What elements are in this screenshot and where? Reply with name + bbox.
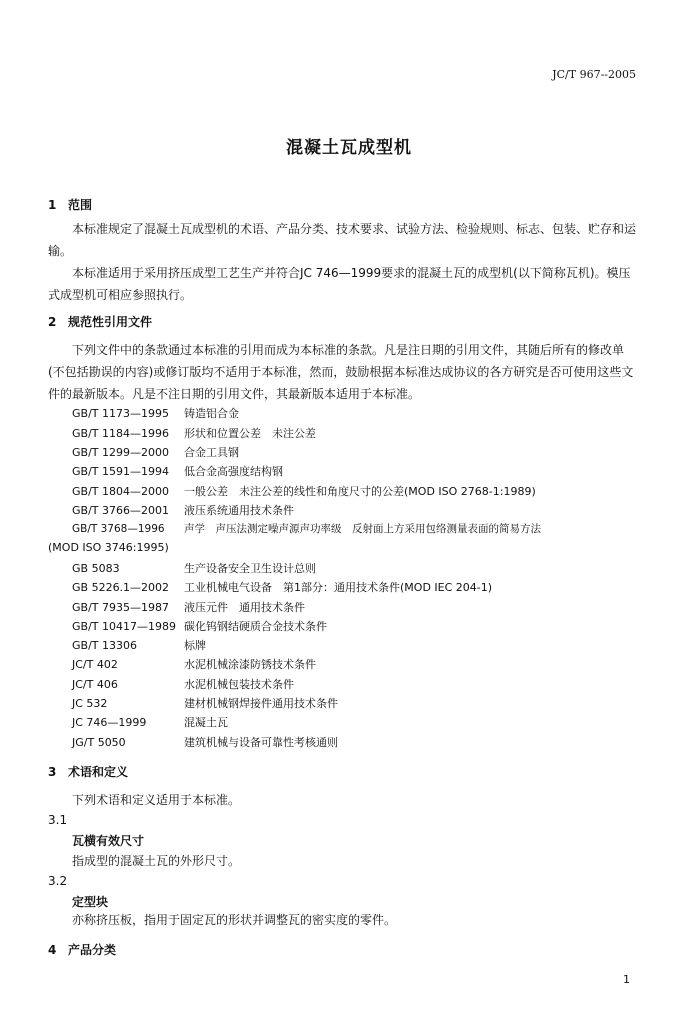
reference-item (72, 599, 305, 615)
reference-name: 一般公差 未注公差的线性和角度尺寸的公差(MOD ISO 2768-1:1989) (184, 485, 536, 498)
term-definition: 亦称挤压板，指用于固定瓦的形状并调整瓦的密实度的零件。 (72, 913, 397, 927)
reference-code: GB/T 1299—2000 (72, 446, 169, 459)
reference-name: 合金工具钢 (184, 446, 239, 459)
section-3-paragraph: 下列术语和定义适用于本标准。 (72, 793, 241, 807)
reference-name: 建材机械钢焊接件通用技术条件 (184, 697, 338, 710)
reference-item (72, 579, 492, 595)
reference-name: 标牌 (184, 639, 206, 652)
section-1-paragraph-1: 本标准规定了混凝土瓦成型机的术语、产品分类、技术要求、试验方法、检验规则、标志、包装、贮存和运输。 (48, 222, 637, 258)
reference-code: JC/T 406 (72, 678, 118, 691)
reference-continuation: (MOD ISO 3746:1995) (48, 541, 169, 554)
section-number: 4 (48, 943, 57, 957)
reference-name: 碳化钨钢结硬质合金技术条件 (184, 620, 327, 633)
clause-number: 3.2 (48, 874, 68, 888)
section-number: 3 (48, 765, 57, 779)
reference-code: GB/T 10417—1989 (72, 620, 176, 633)
reference-item (72, 405, 239, 421)
section-2-heading (48, 313, 152, 330)
reference-item (72, 521, 541, 536)
reference-name: 形状和位置公差 未注公差 (184, 427, 316, 440)
reference-code: GB/T 7935—1987 (72, 601, 169, 614)
reference-code: JC 532 (72, 697, 108, 710)
reference-item (72, 714, 228, 730)
section-number: 2 (48, 315, 57, 329)
reference-item (72, 618, 327, 634)
reference-code: GB/T 3766—2001 (72, 504, 169, 517)
reference-item (72, 656, 316, 672)
standard-number: JC/T 967--2005 (552, 68, 636, 81)
term-title: 定型块 (72, 895, 109, 909)
section-title: 规范性引用文件 (68, 315, 153, 329)
reference-code: GB/T 13306 (72, 639, 137, 652)
reference-name: 工业机械电气设备 第1部分：通用技术条件(MOD IEC 204-1) (184, 581, 493, 594)
document-title: 混凝土瓦成型机 (286, 138, 412, 158)
reference-item (72, 463, 283, 479)
reference-code: GB 5226.1—2002 (72, 581, 170, 594)
reference-name: 水泥机械包装技术条件 (184, 678, 294, 691)
reference-item (72, 483, 536, 499)
reference-name: 液压元件 通用技术条件 (184, 601, 305, 614)
reference-name: 低合金高强度结构钢 (184, 465, 283, 478)
page-number: 1 (623, 973, 630, 986)
reference-name: 声学 声压法测定噪声源声功率级 反射面上方采用包络测量表面的简易方法 (184, 523, 541, 535)
term-title: 瓦横有效尺寸 (72, 834, 145, 848)
reference-name: 铸造铝合金 (184, 407, 239, 420)
reference-name: 混凝土瓦 (184, 716, 228, 729)
section-title: 范围 (68, 198, 93, 212)
reference-code: JG/T 5050 (72, 736, 126, 749)
section-2-paragraph: 下列文件中的条款通过本标准的引用而成为本标准的条款。凡是注日期的引用文件，其随后所有的修改单(不包括勘误的内容)或修订版均不适用于本标准，然而，鼓励根据本标准达成协议的各方研究是否可使用这些文件的最新版本。凡是不注日期的引用文件，其最新版本适用于本标准。 (48, 343, 634, 401)
term-definition: 指成型的混凝土瓦的外形尺寸。 (72, 854, 241, 868)
section-number: 1 (48, 198, 57, 212)
reference-item (72, 734, 338, 750)
reference-code: GB/T 3768—1996 (72, 523, 165, 535)
section-3-heading (48, 763, 128, 780)
reference-name: 水泥机械涂漆防锈技术条件 (184, 658, 316, 671)
section-1-paragraph-2: 本标准适用于采用挤压成型工艺生产并符合JC 746—1999要求的混凝土瓦的成型机(以下简称瓦机)。模压式成型机可相应参照执行。 (48, 266, 631, 302)
reference-name: 液压系统通用技术条件 (184, 504, 294, 517)
reference-name: 生产设备安全卫生设计总则 (184, 562, 316, 575)
reference-code: JC 746—1999 (72, 716, 147, 729)
reference-item (72, 560, 316, 576)
reference-code: GB/T 1173—1995 (72, 407, 169, 420)
section-title: 术语和定义 (68, 765, 129, 779)
section-4-heading (48, 941, 116, 958)
reference-item (72, 695, 338, 711)
reference-code: GB 5083 (72, 562, 120, 575)
section-title: 产品分类 (68, 943, 117, 957)
reference-item (72, 676, 294, 692)
reference-code: GB/T 1184—1996 (72, 427, 169, 440)
clause-number: 3.1 (48, 813, 68, 827)
reference-code: GB/T 1804—2000 (72, 485, 169, 498)
reference-item (72, 637, 206, 653)
reference-item (72, 502, 294, 518)
section-1-heading (48, 196, 92, 213)
reference-item (72, 444, 239, 460)
reference-code: GB/T 1591—1994 (72, 465, 169, 478)
reference-code: JC/T 402 (72, 658, 118, 671)
reference-name: 建筑机械与设备可靠性考核通则 (184, 736, 338, 749)
reference-item (72, 425, 316, 441)
